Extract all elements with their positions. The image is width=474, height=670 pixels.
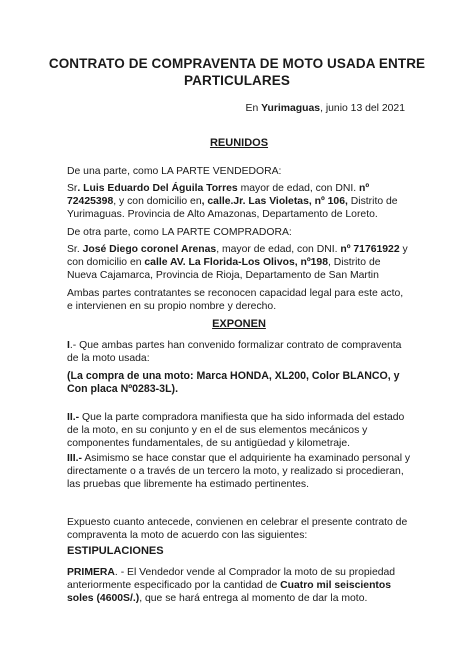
seller-title: Sr [67,183,78,194]
moto-description: (La compra de una moto: Marca HONDA, XL200, Color BLANCO, y Con placa Nº0283-3L). [67,370,400,396]
seller-text-3: Distrito de Yurimaguas. Provincia de Alto Amazonas, Departamento de Loreto. [67,196,398,221]
title-line-1: CONTRATO DE COMPRAVENTA DE MOTO USADA ENTRE [48,56,426,71]
clause-3-text: Asimismo se hace constar que el adquiriente ha examinado personal y directamente o a través de un tercero la moto, y realizado si procedieran, las pruebas que libremente ha estimado pertinentes. [67,453,411,491]
buyer-dni: nº 71761922 [340,244,400,255]
section-exponen: EXPONEN [212,318,266,330]
capacity-paragraph: Ambas partes contratantes se reconocen capacidad legal para este acto, e intervienen en su propio nombre y derecho. [67,288,404,313]
buyer-address: calle AV. La Florida-Los Olivos, nº198 [144,257,328,269]
place-date-city: Yurimaguas [261,103,321,114]
clause-1-number: I [67,340,70,351]
buyer-paragraph [67,243,411,283]
clause-1-text: .- Que ambas partes han convenido formalizar contrato de compraventa de la moto usada: [67,340,402,365]
clause-2-text: Que la parte compradora manifiesta que ha sido informada del estado de la moto, en su conjunto y en el de sus elementos mecánicos y componentes fundamentales, de su antigüedad y kilometraje. [67,412,405,450]
primera-amount: Cuatro mil seiscientos soles (4600S/.) [67,580,392,605]
seller-address: , calle.Jr. Las Violetas, nº 106, [201,196,348,208]
seller-paragraph [67,182,411,222]
clause-1 [67,339,411,365]
primera-label: PRIMERA [67,567,115,578]
primera-text-1: . - El Vendedor vende al Comprador la moto de su propiedad anteriormente especificado por la cantidad de [67,567,396,592]
buyer-text-1: , mayor de edad, con DNI. [216,244,341,255]
seller-dni: nº 72425398 [67,183,370,208]
buyer-title: Sr. [67,244,83,255]
buyer-text-3: , Distrito de Nueva Cajamarca, Provincia de Rioja, Departamento de San Martin [67,257,381,282]
clause-3 [67,452,411,492]
section-reunidos: REUNIDOS [209,137,269,149]
primera-clause [67,566,411,606]
section-estipulaciones: ESTIPULACIONES [67,545,164,557]
seller-name: . Luis Eduardo Del Águila Torres [77,183,238,194]
contract-title [40,56,434,89]
clause-2-number: II.- [67,412,80,423]
seller-text-2: , y con domicilio en [113,196,202,208]
expuesto-paragraph: Expuesto cuanto antecede, convienen en celebrar el presente contrato de compraventa la moto de acuerdo con las siguientes: [67,517,408,542]
place-date-suffix: , junio 13 del 2021 [320,103,405,114]
buyer-name: José Diego coronel Arenas [82,244,217,255]
title-line-2: PARTICULARES [184,72,290,88]
buyer-text-2: y con domicilio en [67,244,408,269]
buyer-intro: De otra parte, como LA PARTE COMPRADORA: [67,227,292,238]
clause-2 [67,411,411,451]
place-date [67,102,405,115]
seller-intro: De una parte, como LA PARTE VENDEDORA: [67,166,282,177]
seller-text-1: mayor de edad, con DNI. [237,183,359,194]
clause-3-number: III.- [67,453,83,464]
place-date-prefix: En [245,103,262,114]
primera-text-2: , que se hará entrega al momento de dar la moto. [139,593,368,605]
